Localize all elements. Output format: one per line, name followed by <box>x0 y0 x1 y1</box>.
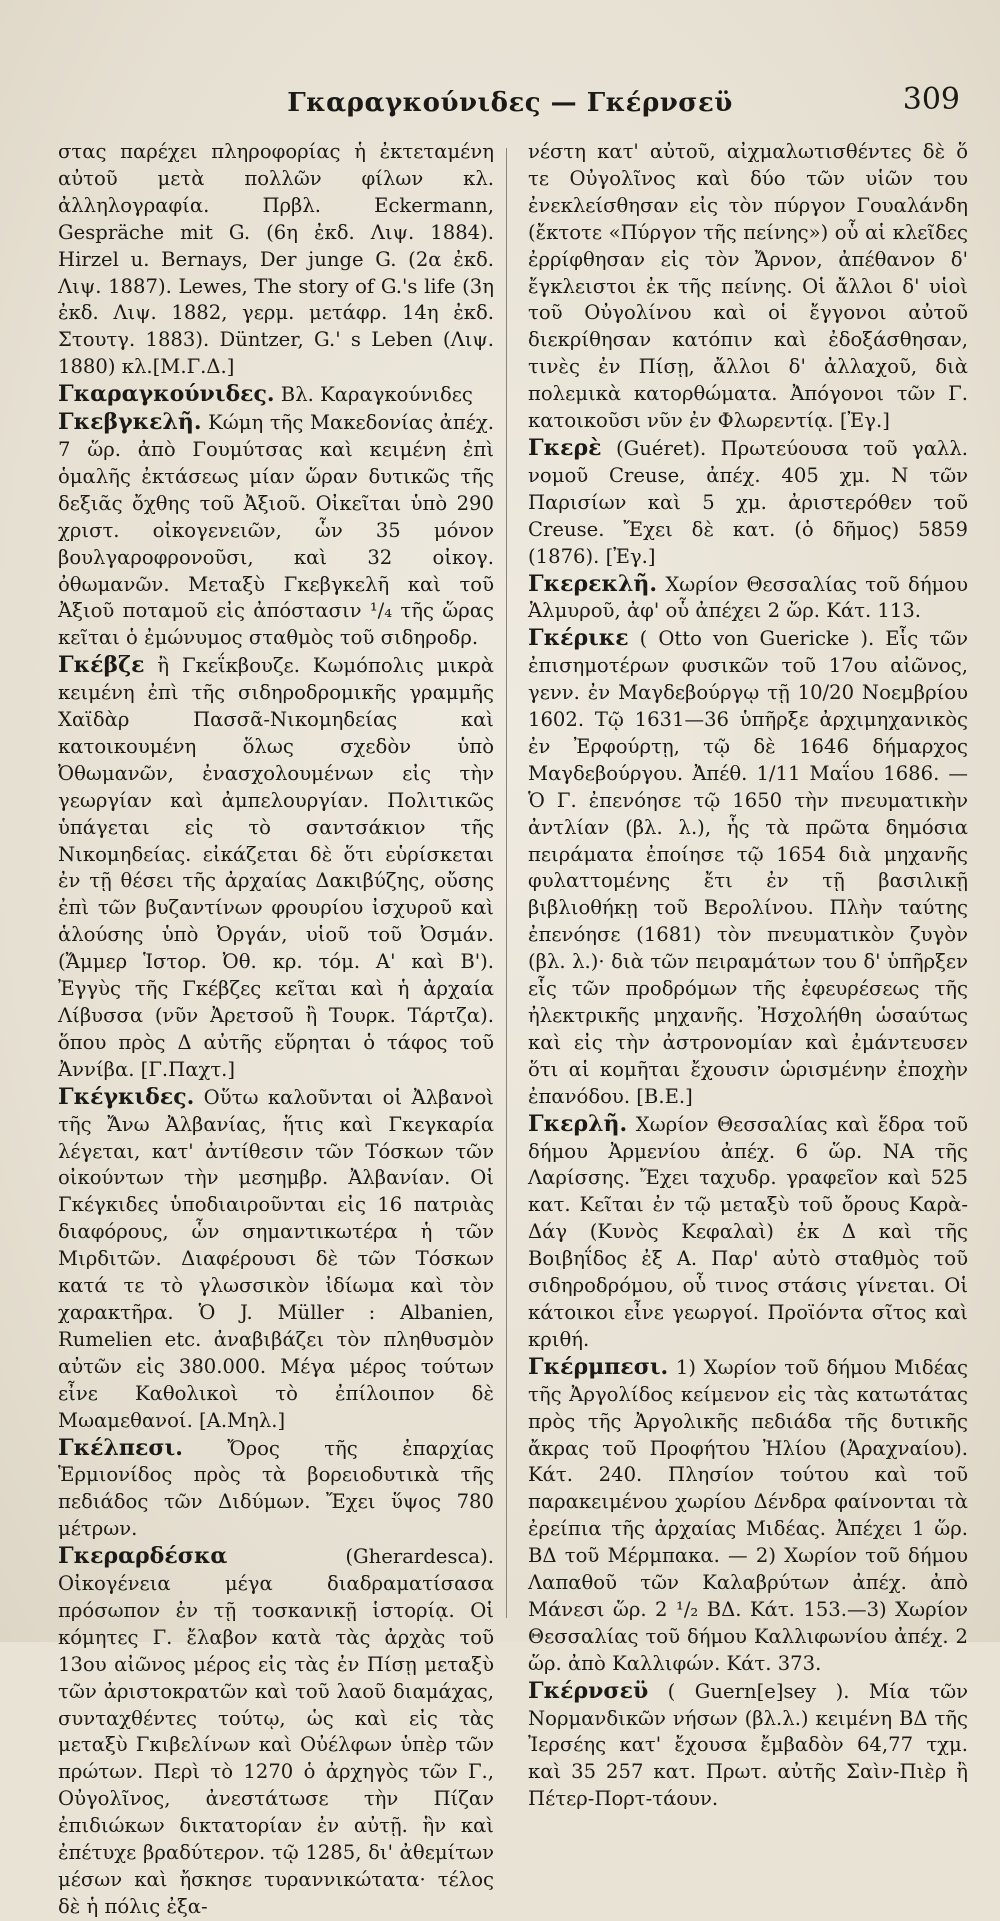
page-header <box>60 82 960 132</box>
dictionary-entry <box>58 652 494 1084</box>
right-column <box>528 138 968 1813</box>
entry-headword: Γκερεκλῆ. <box>528 570 658 597</box>
entry-headword: Γκαραγκούνιδες. <box>58 381 275 408</box>
entry-text: (Guéret). Πρωτεύουσα τοῦ γαλλ. νομοῦ Creuse, ἀπέχ. 405 χμ. Ν τῶν Παρισίων καὶ 5 χμ. ἀριστερόθεν τοῦ Creuse. Ἔχει δὲ κατ. (ὁ δῆμος) 5859 (1876). [Ἐγ.] <box>528 436 968 568</box>
entry-text: (Gherardesca). Οἰκογένεια μέγα διαδραματίσασα πρόσωπον ἐν τῇ τοσκανικῇ ἱστορίᾳ. Οἱ κόμητες Γ. ἔλαβον κατὰ τὰς ἀρχὰς τοῦ 13ου αἰῶνος μέρος εἰς τὰς ἐν Πίσῃ μεταξὺ τῶν ἀριστοκρατῶν καὶ τοῦ λαοῦ διαμάχας, συνταχθέντες τούτῳ, ὡς καὶ εἰς τὰς μεταξὺ Γκιβελίνων καὶ Οὐέλφων ὑπὲρ τῶν πρώτων. Περὶ τὸ 1270 ὁ ἀρχηγὸς τῶν Γ., Οὐγολῖνος, ἀνεστάτωσε τὴν Πίζαν ἐπιδιώκων δικτατορίαν ἐν αὐτῇ. ἣν καὶ ἐπέτυχε βραδύτερον. τῷ 1285, δι' ἀθεμίτων μέσων καὶ ἤσκησε τυραννικώτατα· τέλος δὲ ἡ πόλις ἐξα- <box>58 1545 494 1918</box>
left-column <box>58 138 494 1921</box>
dictionary-entry <box>58 1435 494 1544</box>
entry-text: Κώμη τῆς Μακεδονίας ἀπέχ. 7 ὥρ. ἀπὸ Γουμύτσας καὶ κειμένη ἐπὶ ὁμαλῆς ἐκτάσεως μίαν ὥραν δυτικῶς τῆς δεξιᾶς ὄχθης τοῦ Ἀξιοῦ. Οἰκεῖται ὑπὸ 290 χριστ. οἰκογενειῶν, ὧν 35 μόνον βουλγαροφρονοῦσι, καὶ 32 οἰκογ. ὀθωμανῶν. Μεταξὺ Γκεβγκελῆ καὶ τοῦ Ἀξιοῦ ποταμοῦ εἰς ἀπόστασιν ¹/₄ τῆς ὥρας κεῖται ὁ ἐμώνυμος σταθμὸς τοῦ σιδηροδρ. <box>58 411 494 650</box>
entry-headword: Γκερὲ <box>528 434 602 461</box>
entry-text: ἢ Γκεΐκβουζε. Κωμόπολις μικρὰ κειμένη ἐπὶ τῆς σιδηροδρομικῆς γραμμῆς Χαϊδὰρ Πασσᾶ-Νικομηδείας καὶ κατοικουμένη ὅλως σχεδὸν ὑπὸ Ὀθωμανῶν, ἐνασχολουμένων εἰς τὴν γεωργίαν καὶ ἀμπελουργίαν. Πολιτικῶς ὑπάγεται εἰς τὸ σαντσάκιον τῆς Νικομηδείας. εἰκάζεται δὲ ὅτι εὑρίσκεται ἐν τῇ θέσει τῆς ἀρχαίας Δακιβύζης, οὔσης ἐπὶ τῶν βυζαντίνων φρουρίου ἰσχυροῦ καὶ ἁλούσης ὑπὸ Ὀργάν, υἱοῦ τοῦ Ὀσμάν. (Ἄμμερ Ἱστορ. Ὀθ. κρ. τόμ. Α' καὶ Β'). Ἐγγὺς τῆς Γκέβζες κεῖται καὶ ἡ ἀρχαία Λίβυσσα (νῦν Ἀρετσοῦ ἢ Τουρκ. Τάρτζα). ὅπου πρὸς Δ αὐτῆς εὕρηται ὁ τάφος τοῦ Ἀννίβα. [Γ.Παχτ.] <box>58 654 494 1081</box>
entry-text: Χωρίον Θεσσαλίας τοῦ δήμου Ἁλμυροῦ, ἀφ' οὗ ἀπέχει 2 ὥρ. Κάτ. 113. <box>528 572 969 623</box>
entry-headword: Γκέλπεσι. <box>58 1434 183 1461</box>
dictionary-entry <box>528 1678 968 1814</box>
entry-text: ( Otto von Guericke ). Εἷς τῶν ἐπισημοτέρων φυσικῶν τοῦ 17ου αἰῶνος, γενν. ἐν Μαγδεβούργῳ τῇ 10/20 Νοεμβρίου 1602. Τῷ 1631—36 ὑπῆρξε ἀρχιμηχανικὸς ἐν Ἐρφούρτῃ, τῷ δὲ 1646 δήμαρχος Μαγδεβούργου. Ἀπέθ. 1/11 Μαΐου 1686. — Ὁ Γ. ἐπενόησε τῷ 1650 τὴν πνευματικὴν ἀντλίαν (βλ. λ.), ἧς τὰ πρῶτα δημόσια πειράματα ἐποίησε τῷ 1654 διὰ μηχανῆς φυλαττομένης ἔτι ἐν τῇ βασιλικῇ βιβλιοθήκῃ τοῦ Βερολίνου. Πλὴν ταύτης ἐπενόησε (1681) τὸν πνευματικὸν ζυγὸν (βλ. λ.)· διὰ τῶν πειραμάτων του δ' ὑπῆρξεν εἷς τῶν προδρόμων τῆς ἐφευρέσεως τῆς ἠλεκτρικῆς μηχανῆς. Ἠσχολήθη ὡσαύτως καὶ εἰς τὴν ἀστρονομίαν καὶ ἐμάντευσεν ὅτι αἱ κομῆται ἔχουσιν ὡρισμένην ἐποχὴν ἐπανόδου. [Β.Ε.] <box>528 627 969 1108</box>
dictionary-entry <box>528 1354 968 1678</box>
dictionary-entry <box>58 381 494 409</box>
dictionary-entry <box>528 1111 968 1354</box>
entry-text: Βλ. Καραγκούνιδες <box>280 383 473 407</box>
dictionary-entry <box>528 435 968 571</box>
entry-text: Ὄρος τῆς ἐπαρχίας Ἑρμιονίδος πρὸς τὰ βορειοδυτικὰ τῆς πεδιάδος τῶν Διδύμων. Ἔχει ὕψος 780 μέτρων. <box>58 1436 494 1541</box>
dictionary-entry <box>58 1084 494 1435</box>
dictionary-entry <box>58 1543 494 1921</box>
running-head: Γκαραγκούνιδες — Γκέρνσεϋ <box>287 88 733 118</box>
entry-text: νέστη κατ' αὐτοῦ, αἰχμαλωτισθέντες δὲ ὅ τε Οὐγολῖνος καὶ δύο τῶν υἱῶν του ἐνεκλείσθησαν εἰς τὸν πύργον Γουαλάνδη (ἔκτοτε «Πύργον τῆς πείνης») οὗ αἱ κλεῖδες ἐρρίφθησαν εἰς τὸν Ἄρνον, ἀπέθανον δ' ἔγκλειστοι ἐκ τῆς πείνης. Οἱ ἄλλοι δ' υἱοὶ τοῦ Οὐγολίνου καὶ οἱ ἔγγονοι αὐτοῦ διεκρίθησαν κατόπιν καὶ ἐδοξάσθησαν, τινὲς ἐν Πίσῃ, ἄλλοι δ' ἀλλαχοῦ, διὰ πολεμικὰ κατορθώματα. Ἀπόγονοι τῶν Γ. κατοικοῦσι νῦν ἐν Φλωρεντίᾳ. [Ἐγ.] <box>528 140 968 433</box>
entry-headword: Γκέβζε <box>58 652 145 679</box>
column-divider <box>506 148 507 1618</box>
entry-headword: Γκέρικε <box>528 625 629 652</box>
entry-headword: Γκερλῆ. <box>528 1110 628 1137</box>
dictionary-entry <box>528 571 968 626</box>
entry-headword: Γκέρνσεϋ <box>528 1677 649 1704</box>
dictionary-entry <box>528 625 968 1110</box>
entry-text: 1) Χωρίον τοῦ δήμου Μιδέας τῆς Ἀργολίδος κείμενον εἰς τὰς κατωτάτας πρὸς τῆς Ἀργολικῆς πεδιάδα τῆς δυτικῆς ἄκρας τοῦ Προφήτου Ἠλίου (Ἀραχναίου). Κάτ. 240. Πλησίον τούτου καὶ τοῦ παρακειμένου χωρίου Δένδρα φαίνονται τὰ ἐρείπια τῆς ἀρχαίας Μιδέας. Ἀπέχει 1 ὥρ. ΒΔ τοῦ Μέρμπακα. — 2) Χωρίον τοῦ δήμου Λαπαθοῦ τῶν Καλαβρύτων ἀπέχ. ἀπὸ Μάνεσι ὥρ. 2 ¹/₂ ΒΔ. Κάτ. 153.—3) Χωρίον Θεσσαλίας τοῦ δήμου Καλλιφωνίου ἀπέχ. 2 ὥρ. ἀπὸ Καλλιφών. Κάτ. 373. <box>528 1355 968 1675</box>
entry-headword: Γκέρμπεσι. <box>528 1353 669 1380</box>
entry-text: στας παρέχει πληροφορίας ἡ ἐκτεταμένη αὐτοῦ μετὰ πολλῶν φίλων κλ. ἀλληλογραφία. Πρβλ. Eckermann, Gespräche mit G. (6η ἐκδ. Λιψ. 1884). Hirzel u. Bernays, Der junge G. (2α ἐκδ. Λιψ. 1887). Lewes, The story of G.'s life (3η ἐκδ. Λιψ. 1882, γερμ. μετάφρ. 14η ἐκδ. Στουτγ. 1883). Düntzer, G.' s Leben (Λιψ. 1880) κλ.[Μ.Γ.Δ.] <box>58 140 494 379</box>
entry-text: Οὕτω καλοῦνται οἱ Ἀλβανοὶ τῆς Ἄνω Ἀλβανίας, ἥτις καὶ Γκεγκαρία λέγεται, κατ' ἀντίθεσιν τῶν Τόσκων τῶν οἰκούντων τὴν μεσημβρ. Ἀλβανίαν. Οἱ Γκέγκιδες ὑποδιαιροῦνται εἰς 16 πατριὰς διαφόρους, ὧν σημαντικωτέρα ἡ τῶν Μιρδιτῶν. Διαφέρουσι δὲ τῶν Τόσκων κατά τε τὸ γλωσσικὸν ἰδίωμα καὶ τὸν χαρακτῆρα. Ὁ J. Müller : Albanien, Rumelien etc. ἀναβιβάζει τὸν πληθυσμὸν αὐτῶν εἰς 380.000. Μέγα μέρος τούτων εἶνε Καθολικοὶ τὸ ἐπίλοιπον δὲ Μωαμεθανοί. [Α.Μηλ.] <box>58 1085 494 1432</box>
dictionary-entry <box>58 409 494 652</box>
entry-headword: Γκέγκιδες. <box>58 1083 195 1110</box>
dictionary-entry <box>58 138 494 381</box>
dictionary-entry <box>528 138 968 435</box>
entry-text: ( Guern[e]sey ). Μία τῶν Νορμανδικῶν νήσων (βλ.λ.) κειμένη ΒΔ τῆς Ἰερσέης κατ' ἔχουσα ἔμβαδὸν 64,77 τχμ. καὶ 35 257 κατ. Πρωτ. αὐτῆς Σαὶν-Πιὲρ ἢ Πέτερ-Πορτ-τάουν. <box>528 1679 969 1811</box>
entry-text: Χωρίον Θεσσαλίας καὶ ἕδρα τοῦ δήμου Ἀρμενίου ἀπέχ. 6 ὥρ. ΝΑ τῆς Λαρίσσης. Ἔχει ταχυδρ. γραφεῖον καὶ 525 κατ. Κεῖται ἐν τῷ μεταξὺ τοῦ ὄρους Καρὰ-Δάγ (Κυνὸς Κεφαλαὶ) ἐκ Δ καὶ τῆς Βοιβηΐδος ἐξ Α. Παρ' αὐτὸ σταθμὸς τοῦ σιδηροδρόμου, οὗ τινος στάσις γίνεται. Οἱ κάτοικοι εἶνε γεωργοί. Προϊόντα σῖτος καὶ κριθή. <box>528 1112 968 1351</box>
page-number: 309 <box>902 82 960 117</box>
entry-headword: Γκεβγκελῆ. <box>58 409 202 436</box>
entry-headword: Γκεραρδέσκα <box>58 1543 228 1570</box>
